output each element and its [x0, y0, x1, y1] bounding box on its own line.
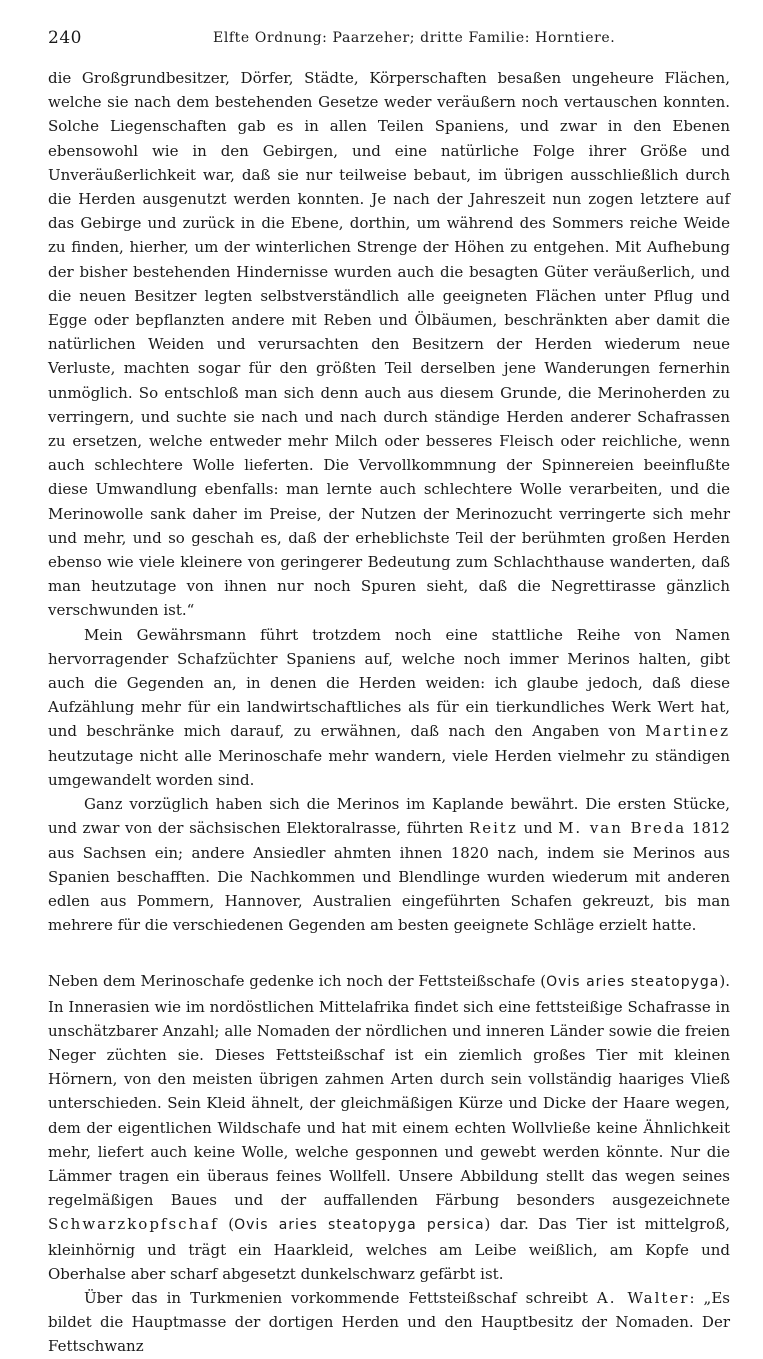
- breed-name-schwarzkopfschaf: Schwarzkopfschaf: [48, 1215, 219, 1234]
- person-name-reitz: Reitz: [468, 819, 518, 838]
- page-header: [48, 28, 729, 54]
- author-name-walter: A. Walter: [596, 1288, 690, 1307]
- paragraph-4-tail: ) dar. Das Tier ist mittelgroß, kleinhörnig und trägt ein Haarkleid, welches am Leibe weißlich, am Kopfe und Oberhalse aber scharf abgesetzt dunkelschwarz gefärbt ist.: [48, 1215, 730, 1283]
- paragraph-2-text: Mein Gewährsmann führt trotzdem noch eine stattliche Reihe von Namen hervorragender Schafzüchter Spaniens auf, welche noch immer Merinos halten, gibt auch die Gegenden an, in denen die Herden weiden: ich glaube jedoch, daß diese Aufzählung mehr für ein landwirtschaftliches als für ein tierkundliches Werk Wert hat, und beschränke mich darauf, zu erwähnen, daß nach den Angaben von: [48, 625, 730, 741]
- page-number: 240: [48, 28, 82, 48]
- paragraph-3-text: Ganz vorzüglich haben sich die Merinos im Kaplande bewährt. Die ersten Stücke, und zwar von der sächsischen Elektoralrasse, führten: [48, 795, 730, 838]
- paragraph-4: Neben dem Merinoschafe gedenke ich noch der Fettsteißschafe (Ovis aries steatopyga). In Innerasien wie im nordöstlichen Mittelafrika findet sich eine fettsteißige Schafrasse in unschätzbarer Anzahl; alle Nomaden der nördlichen und inneren Länder sowie die freien Neger züchten sie. Dieses Fettsteißschaf ist ein ziemlich großes Tier mit kleinen Hörnern, von den meisten übrigen zahmen Arten durch sein vollständig haariges Vließ unterschieden. Sein Kleid ähnelt, der gleichmäßigen Kürze und Dicke der Haare wegen, dem der eigentlichen Wildschafe und hat mit einem echten Wollvließe keine Ähnlichkeit mehr, liefert auch keine Wolle, welche gesponnen und gewebt werden könnte. Nur die Lämmer tragen ein überaus feines Wollfell. Unsere Abbildung stellt das wegen seines regelmäßigen Baues und der auffallenden Färbung besonders ausgezeichnete Schwarzkopfschaf (Ovis aries steatopyga persica) dar. Das Tier ist mittelgroß, kleinhörnig und trägt ein Haarkleid, welches am Leibe weißlich, am Kopfe und Oberhalse aber scharf abgesetzt dunkelschwarz gefärbt ist.: [48, 972, 730, 1283]
- paragraph-5: [48, 1286, 730, 1359]
- paragraph-1-text: die Großgrundbesitzer, Dörfer, Städte, Körperschaften besaßen ungeheure Flächen, welche sie nach dem bestehenden Gesetze weder veräußern noch vertauschen konnten. Solche Liegenschaften gab es in allen Teilen Spaniens, und zwar in den Ebenen ebensowohl wie in den Gebirgen, und eine natürliche Folge ihrer Größe und Unveräußerlichkeit war, daß sie nur teilweise bebaut, im übrigen ausschließlich durch die Herden ausgenutzt werden konnten. Je nach der Jahreszeit nun zogen letztere auf das Gebirge und zurück in die Ebene, dorthin, um während des Sommers reiche Weide zu finden, hierher, um der winterlichen Strenge der Höhen zu entgehen. Mit Aufhebung der bisher bestehenden Hindernisse wurden auch die besagten Güter veräußerlich, und die neuen Besitzer legten selbstverständlich alle geeigneten Flächen unter Pflug und Egge oder bepflanzten andere mit Reben und Ölbäumen, beschränkten aber damit die natürlichen Weiden und verursachten den Besitzern der Herden wiederum neue Verluste, machten sogar für den größten Teil derselben jene Wanderungen fernerhin unmöglich. So entschloß man sich denn auch aus diesem Grunde, die Merinoherden zu verringern, und suchte sie nach und nach durch ständige Herden anderer Schafrassen zu ersetzen, welche entweder mehr Milch oder besseres Fleisch oder reichliche, wenn auch schlechtere Wolle lieferten. Die Vervollkommnung der Spinnereien beeinflußte diese Umwandlung ebenfalls: man lernte auch schlechtere Wolle verarbeiten, und die Merinowolle sank daher im Preise, der Nutzen der Merinozucht verringerte sich mehr und mehr, und so geschah es, daß der erheblichste Teil der berühmten großen Herden ebenso wie viele kleinere von geringerer Bedeutung zum Schlachthause wanderten, daß man heutzutage von ihnen nur noch Spuren sieht, daß die Negrettirasse gänzlich verschwunden ist.“: [48, 69, 730, 620]
- person-name-van-breda: M. van Breda: [558, 819, 687, 838]
- author-name-martinez: Martinez: [645, 722, 730, 741]
- paragraph-5-tail: : „Es bildet die Hauptmasse der dortigen Herden und den Hauptbesitz der Nomaden. Der Fettschwanz: [48, 1288, 730, 1356]
- paragraph-3: [48, 792, 730, 937]
- paragraph-2: [48, 623, 730, 792]
- latin-name-steatopyga: Ovis aries steatopyga: [546, 974, 720, 991]
- paragraph-3-tail: 1812 aus Sachsen ein; andere Ansiedler ahmten ihnen 1820 nach, indem sie Merinos aus Spanien beschafften. Die Nachkommen und Blendlinge wurden wiederum mit anderen edlen aus Pommern, Hannover, Australien eingeführten Schafen gekreuzt, bis man mehrere für die verschiedenen Gegenden am besten geeignete Schläge erzielt hatte.: [48, 819, 730, 935]
- paragraph-4-text: Neben dem Merinoschafe gedenke ich noch der Fettsteißschafe (: [48, 972, 547, 991]
- conjunction-und: und: [523, 819, 553, 838]
- paragraph-1: [48, 66, 730, 623]
- page-body: [48, 66, 730, 1359]
- paragraph-4-mid: ). In Innerasien wie im nordöstlichen Mittelafrika findet sich eine fettsteißige Schafrasse in unschätzbarer Anzahl; alle Nomaden der nördlichen und inneren Länder sowie die freien Neger züchten sie. Dieses Fettsteißschaf ist ein ziemlich großes Tier mit kleinen Hörnern, von den meisten übrigen zahmen Arten durch sein vollständig haariges Vließ unterschieden. Sein Kleid ähnelt, der gleichmäßigen Kürze und Dicke der Haare wegen, dem der eigentlichen Wildschafe und hat mit einem echten Wollvließe keine Ähnlichkeit mehr, liefert auch keine Wolle, welche gesponnen und gewebt werden könnte. Nur die Lämmer tragen ein überaus feines Wollfell. Unsere Abbildung stellt das wegen seines regelmäßigen Baues und der auffallenden Färbung besonders ausgezeichnete: [48, 972, 730, 1210]
- running-head: Elfte Ordnung: Paarzeher; dritte Familie: Horntiere.: [213, 30, 616, 46]
- paragraph-2-tail: heutzutage nicht alle Merinoschafe mehr wandern, viele Herden vielmehr zu ständigen umgewandelt worden sind.: [48, 746, 730, 789]
- paragraph-5-text: Über das in Turkmenien vorkommende Fettsteißschaf schreibt: [84, 1288, 588, 1307]
- latin-name-persica: Ovis aries steatopyga persica: [234, 1217, 485, 1234]
